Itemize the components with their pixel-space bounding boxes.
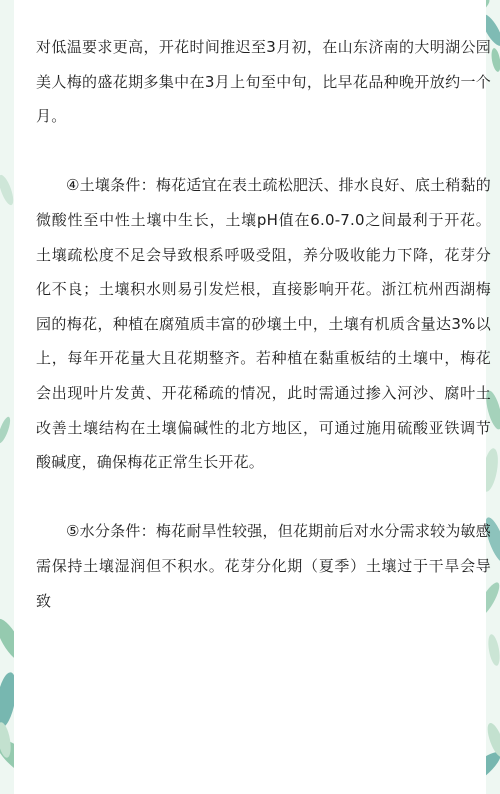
- article-page: [14, 0, 491, 794]
- paragraph-spacer: [36, 134, 491, 169]
- paragraph-spacer: [36, 480, 491, 515]
- paragraph-water-conditions: ⑤水分条件：梅花耐旱性较强，但花期前后对水分需求较为敏感需保持土壤湿润但不积水。花芽分化期（夏季）土壤过于干旱会导致: [36, 522, 491, 610]
- article-body: [36, 30, 491, 618]
- paragraph-soil-conditions: ④土壤条件：梅花适宜在表土疏松肥沃、排水良好、底土稍黏的微酸性至中性土壤中生长，土壤pH值在6.0-7.0之间最利于开花。土壤疏松度不足会导致根系呼吸受阻，养分吸收能力下降，花芽分化不良；土壤积水则易引发烂根，直接影响开花。浙江杭州西湖梅园的梅花，种植在腐殖质丰富的砂壤土中，土壤有机质含量达3%以上，每年开花量大且花期整齐。若种植在黏重板结的土壤中，梅花会出现叶片发黄、开花稀疏的情况，此时需通过掺入河沙、腐叶土改善土壤结构在土壤偏碱性的北方地区，可通过施用硫酸亚铁调节酸碱度，确保梅花正常生长开花。: [36, 176, 491, 472]
- paragraph-flowering-time: 对低温要求更高，开花时间推迟至3月初，在山东济南的大明湖公园美人梅的盛花期多集中在3月上旬至中旬，比早花品种晚开放约一个月。: [36, 38, 491, 126]
